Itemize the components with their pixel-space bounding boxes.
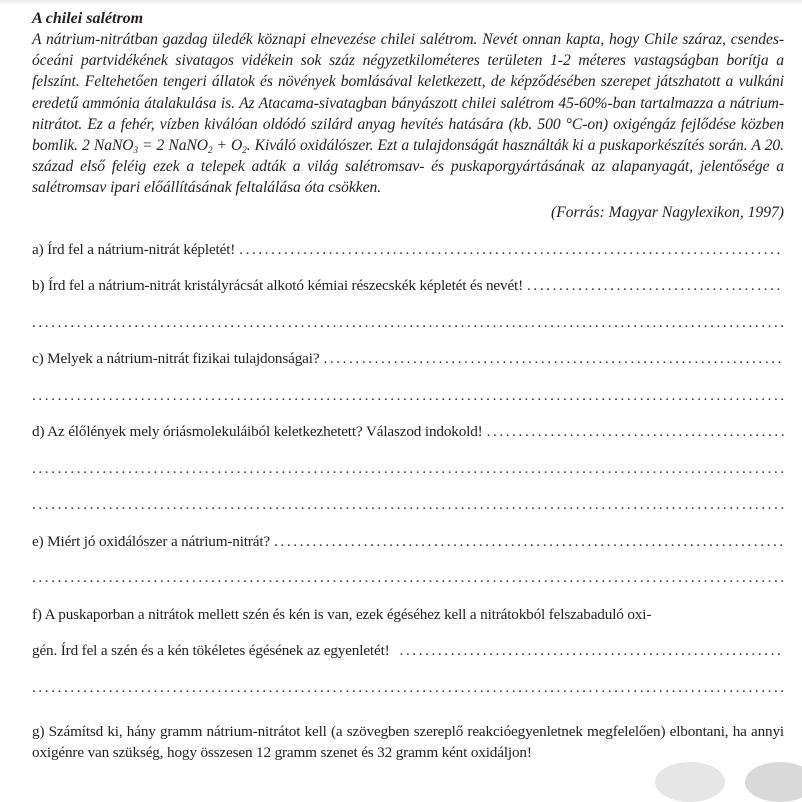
question-e-text: e) Miért jó oxidálószer a nátrium-nitrát? — [32, 532, 271, 550]
answer-line-f-2[interactable] — [32, 678, 784, 707]
question-f-text-1: f) A puskaporban a nitrátok mellett szén és kén is van, ezek égéséhez kell a nitrátokból felszabaduló oxi- — [32, 605, 652, 623]
question-g — [32, 722, 784, 763]
answer-line-f[interactable] — [400, 641, 784, 661]
answer-line-b-2[interactable] — [32, 313, 784, 342]
passage-text: . Kiváló oxidálószer. Ezt a tulajdonságát használták ki a puskaporkészítés során. A 20. század első feléig ezek a telepek adták a világ salétromsav- és puskaporgyártásának az alapanyagát, jelentősége a salétromsav ipari előállításának feltalálása óta csökken. — [32, 137, 784, 197]
dotted-line[interactable] — [32, 459, 784, 479]
question-d — [32, 422, 784, 451]
passage-text: + O — [212, 137, 243, 155]
dotted-line[interactable] — [32, 495, 784, 515]
question-a-text: a) Írd fel a nátrium-nitrát képletét! — [32, 240, 236, 258]
subscript: 2 — [208, 145, 213, 156]
article-title: A chilei salétrom — [32, 10, 144, 27]
answer-line-e[interactable] — [274, 532, 784, 552]
subscript: 3 — [133, 145, 138, 156]
question-f-text-2: gén. Írd fel a szén és a kén tökéletes égésének az egyenletét! — [32, 642, 390, 660]
question-a — [32, 240, 784, 269]
question-f-line2 — [32, 641, 784, 670]
article-source: (Forrás: Magyar Nagylexikon, 1997) — [551, 203, 784, 221]
watermark-shape — [655, 762, 725, 802]
passage-text: A nátrium-nitrátban gazdag üledék köznapi elnevezése chilei salétrom. Nevét onnan kapta, hogy Chile száraz, csendes-óceáni partvidékének sivatagos vidékein sok száz négyzetkilométeres területen 1-2 méteres vastagságban borítja a felszínt. Feltehetően tengeri állatok és növények bomlásával keletkezett, de képződésében szerepet játszhatott a vulkáni eredetű ammónia átalakulása is. Az Atacama-sivatagban bányászott chilei salétrom 45-60%-ban tartalmazza a nátrium-nitrátot. Ez a fehér, vízben kiválóan oldódó szilárd anyag hevítés hatására (kb. 500 °C-on) oxigéngáz fejlődése közben bomlik. 2 NaNO — [32, 31, 784, 155]
exam-page — [32, 8, 784, 763]
answer-line-c-2[interactable] — [32, 386, 784, 415]
answer-line-d[interactable] — [487, 422, 784, 442]
question-b — [32, 276, 784, 305]
answer-line-c[interactable] — [323, 349, 784, 369]
answer-line-d-2[interactable] — [32, 459, 784, 488]
question-c — [32, 349, 784, 378]
watermark-shape — [745, 762, 802, 802]
question-e — [32, 532, 784, 561]
article-passage — [32, 29, 784, 199]
subscript: 2 — [242, 145, 247, 156]
answer-line-a[interactable] — [239, 240, 784, 260]
dotted-line[interactable] — [32, 386, 784, 406]
question-list — [32, 240, 784, 764]
dotted-line[interactable] — [32, 313, 784, 333]
page-top-edge — [0, 0, 802, 6]
question-f-line1 — [32, 605, 784, 634]
passage-text: = 2 NaNO — [137, 137, 209, 155]
answer-line-e-2[interactable] — [32, 568, 784, 597]
question-c-text: c) Melyek a nátrium-nitrát fizikai tulajdonságai? — [32, 350, 320, 368]
answer-line-d-3[interactable] — [32, 495, 784, 524]
question-g-text: g) Számítsd ki, hány gramm nátrium-nitrátot kell (a szövegben szereplő reakcióegyenletnek megfelelően) elbontani, ha annyi oxigénre van szükség, hogy összesen 12 gramm szenet és 32 gramm ként oxidáljon! — [32, 723, 784, 761]
dotted-line[interactable] — [32, 568, 784, 588]
answer-line-b[interactable] — [527, 276, 784, 296]
question-b-text: b) Írd fel a nátrium-nitrát kristályrácsát alkotó kémiai részecskék képletét és nevét! — [32, 277, 524, 295]
question-d-text: d) Az élőlények mely óriásmolekuláiból keletkezhetett? Válaszod indokold! — [32, 423, 483, 441]
dotted-line[interactable] — [32, 678, 784, 698]
